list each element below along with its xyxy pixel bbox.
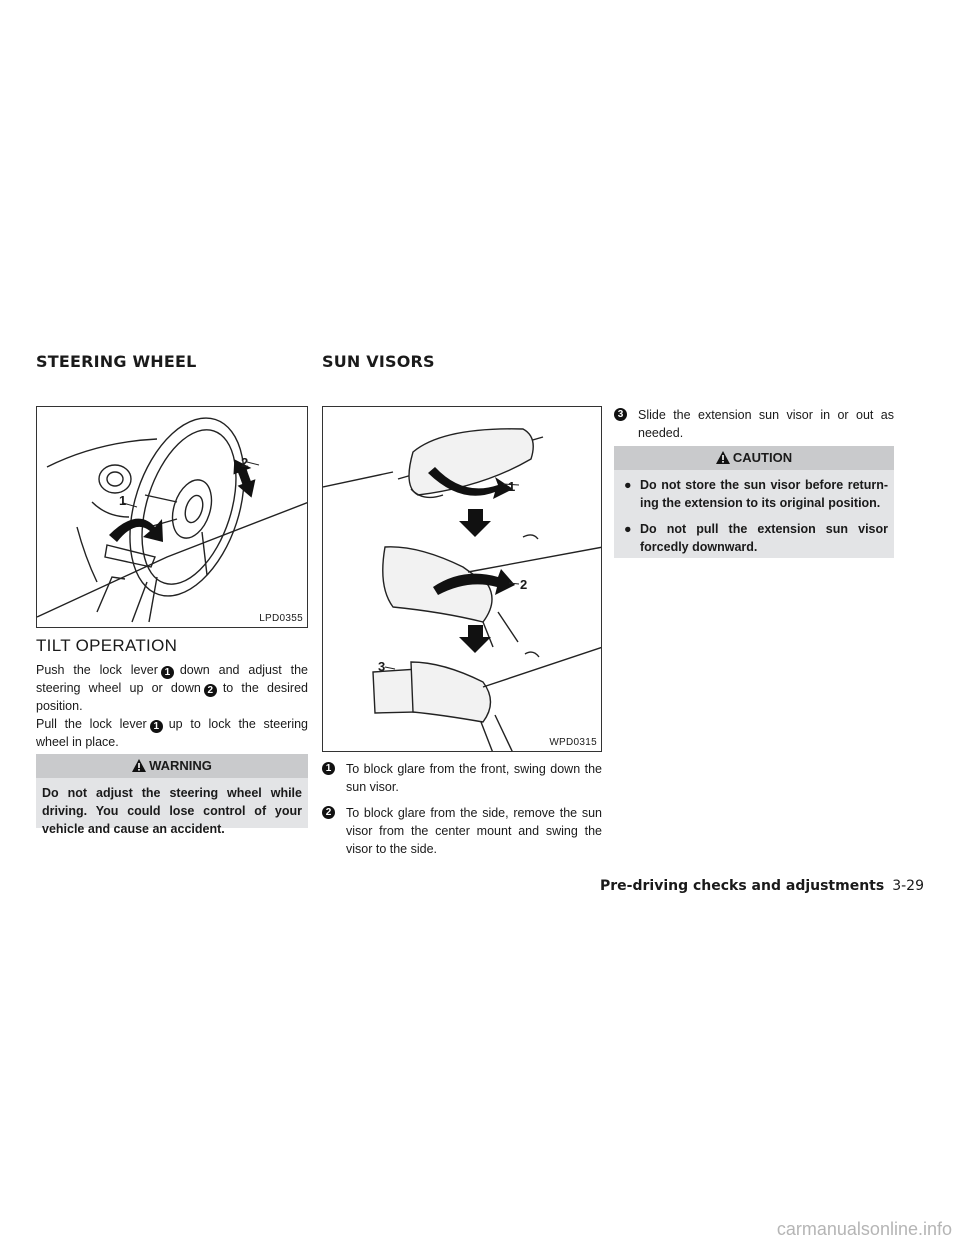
list-item: 1 To block glare from the front, swing down the sun visor.	[322, 760, 602, 796]
caution-header: CAUTION	[614, 446, 894, 470]
figure-code: LPD0355	[259, 613, 303, 624]
caution-list	[614, 470, 894, 564]
subheading-tilt-operation: TILT OPERATION	[36, 636, 178, 655]
figure-callout-1: 1	[119, 493, 127, 508]
callout-marker: 2	[204, 684, 217, 697]
warning-box	[36, 754, 308, 836]
caution-box	[614, 446, 894, 558]
warning-text: Do not adjust the steering wheel while driving. You could lose control of your vehicle and cause an accident.	[42, 786, 302, 836]
warning-triangle-icon	[716, 451, 730, 464]
warning-triangle-icon	[132, 759, 146, 772]
figure-code: WPD0315	[549, 737, 597, 748]
figure-callout-3: 3	[378, 659, 386, 674]
figure-callout-1: 1	[508, 479, 516, 494]
warning-header: WARNING	[36, 754, 308, 778]
callout-marker: 2	[322, 806, 335, 819]
sun-visor-list	[322, 760, 602, 866]
steering-wheel-illustration	[37, 407, 308, 628]
callout-marker: 3	[614, 408, 627, 421]
sun-visor-item-3	[614, 406, 894, 450]
footer-chapter: Pre-driving checks and adjustments	[600, 878, 885, 894]
sun-visor-illustration	[323, 407, 602, 752]
figure-callout-2: 2	[520, 577, 528, 592]
page-footer	[600, 878, 924, 894]
section-title-steering-wheel: STEERING WHEEL	[36, 352, 197, 371]
bullet-icon: ●	[624, 522, 632, 536]
tilt-paragraph-1: Push the lock lever 1 down and adjust the steering wheel up or down 2 to the desired position.	[36, 663, 308, 713]
callout-marker: 1	[161, 666, 174, 679]
footer-page-number: 3-29	[892, 878, 924, 894]
watermark: carmanualsonline.info	[776, 1219, 952, 1239]
caution-bullet: ● Do not store the sun visor before return-ing the extension to its original position.	[624, 478, 888, 510]
callout-marker: 1	[150, 720, 163, 733]
callout-marker: 1	[322, 762, 335, 775]
sun-visor-figure	[322, 406, 602, 752]
list-item: 3 Slide the extension sun visor in or out as needed.	[614, 406, 894, 442]
bullet-icon: ●	[624, 478, 632, 492]
tilt-paragraph-2: Pull the lock lever 1 up to lock the steering wheel in place.	[36, 717, 309, 749]
steering-wheel-figure	[36, 406, 308, 628]
caution-bullet: ● Do not pull the extension sun visor forcedly downward.	[624, 522, 888, 554]
list-item: 2 To block glare from the side, remove the sun visor from the center mount and swing the visor to the side.	[322, 804, 602, 858]
figure-callout-2: 2	[241, 455, 249, 470]
section-title-sun-visors: SUN VISORS	[322, 352, 435, 371]
